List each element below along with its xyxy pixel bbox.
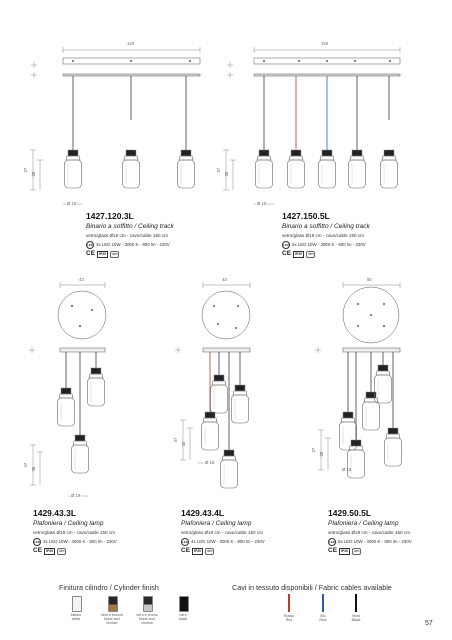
finish-title: Finitura cilindro / Cylinder finish [59, 583, 159, 592]
product-led: LED 4x LED 10W - 3000 K - 900 lm - 230V [182, 538, 265, 544]
dim-icon: dim [207, 549, 213, 553]
product-cert: CE IP20 dim [86, 250, 118, 258]
ip-rating: IP20 [46, 549, 54, 553]
cable-label-0: Rosso Red [283, 614, 295, 623]
height-dim-4b: 30 [181, 441, 187, 447]
product-name: Plafoniera / Ceiling lamp [33, 520, 104, 527]
led-icon: LED [34, 540, 40, 544]
led-icon: LED [283, 243, 289, 247]
led-icon: LED [182, 540, 188, 544]
cables-title: Cavi in tessuto disponibili / Fabric cables available [232, 583, 392, 592]
width-dim-2: 150 [321, 41, 329, 46]
finish-swatch-2 [143, 596, 153, 612]
page-number: 57 [425, 620, 433, 627]
ip-rating: IP20 [194, 549, 202, 553]
product-name: Plafoniera / Ceiling lamp [181, 520, 252, 527]
product-code: 1429.43.3L [33, 508, 77, 518]
diameter-dim-3: Ø 19 [71, 493, 81, 498]
diameter-dim-2: Ø 19 [257, 201, 267, 206]
finish-swatch-1 [108, 596, 118, 612]
height-dim-2b: 30 [224, 171, 230, 177]
dim-icon: dim [59, 549, 65, 553]
finish-label-1: nero e bronzo black and bronze [100, 613, 124, 626]
width-dim-3: 43 [79, 277, 84, 282]
product-led: LED 3x LED 10W - 3000 K - 900 lm - 230V [34, 538, 117, 544]
product-cert: CE IP20 dim [328, 547, 360, 555]
width-dim-5: 50 [367, 277, 372, 282]
product-desc: vetro/glass Ø19 cm - cavo/cable 150 cm [33, 530, 115, 535]
height-dim-1b: 30 [31, 171, 37, 177]
led-icon: LED [87, 243, 93, 247]
finish-label-3: nero black [178, 613, 188, 622]
height-dim-5a: 37 [311, 447, 317, 453]
height-dim-3b: 30 [31, 466, 37, 472]
drawing-1427-120-3l [30, 47, 200, 204]
cable-label-1: Blu Blue [319, 614, 327, 623]
height-dim-5b: 30 [319, 451, 325, 457]
dim-icon: dim [112, 252, 118, 256]
width-dim-4: 43 [222, 277, 227, 282]
dim-icon: dim [308, 252, 314, 256]
product-name: Plafoniera / Ceiling lamp [328, 520, 399, 527]
product-code: 1427.120.3L [86, 211, 134, 221]
finish-label-0: bianco white [70, 613, 82, 622]
cable-swatch-2 [355, 594, 357, 612]
finish-label-2: nero e cromo black and chrome [136, 613, 158, 626]
product-led: LED 5x LED 10W - 3000 K - 900 lm - 230V [329, 538, 412, 544]
height-dim-4a: 37 [173, 437, 179, 443]
product-code: 1429.50.5L [328, 508, 372, 518]
finish-swatch-3 [179, 596, 189, 612]
product-code: 1427.150.5L [282, 211, 330, 221]
product-desc: vetro/glass Ø19 cm - cavo/cable 150 cm [328, 530, 410, 535]
product-name: Binario a soffitto / Ceiling track [282, 223, 370, 230]
product-desc: vetro/glass Ø19 cm - cavo/cable 150 cm [86, 233, 168, 238]
cable-swatch-0 [288, 594, 290, 612]
led-icon: LED [329, 540, 335, 544]
product-desc: vetro/glass Ø19 cm - cavo/cable 150 cm [181, 530, 263, 535]
height-dim-3a: 37 [23, 462, 29, 468]
cable-label-2: Nero Black [351, 614, 361, 623]
diameter-dim-1: Ø 19 [67, 201, 77, 206]
drawing-1429-43-4l [175, 282, 250, 488]
product-led: LED 5x LED 10W - 3000 K - 900 lm - 230V [283, 241, 366, 247]
drawing-1427-150-5l [223, 47, 400, 204]
product-cert: CE IP20 dim [181, 547, 213, 555]
product-cert: CE IP20 dim [282, 250, 314, 258]
dim-icon: dim [354, 549, 360, 553]
drawing-1429-50-5l [315, 282, 402, 478]
ip-rating: IP20 [341, 549, 349, 553]
product-led: LED 3x LED 10W - 3000 K - 900 lm - 230V [87, 241, 170, 247]
diameter-dim-5: Ø 19 [342, 467, 352, 472]
drawing-1429-43-3l [29, 282, 106, 496]
product-cert: CE IP20 dim [33, 547, 65, 555]
height-dim-1a: 37 [23, 167, 29, 173]
width-dim-1: 120 [127, 41, 135, 46]
product-code: 1429.43.4L [181, 508, 225, 518]
diameter-dim-4: Ø 19 [205, 460, 215, 465]
product-desc: vetro/glass Ø19 cm - cavo/cable 150 cm [282, 233, 364, 238]
cable-swatch-1 [322, 594, 324, 612]
finish-swatch-0 [72, 596, 82, 612]
product-name: Binario a soffitto / Ceiling track [86, 223, 174, 230]
height-dim-2a: 37 [216, 167, 222, 173]
ip-rating: IP20 [295, 252, 303, 256]
ip-rating: IP20 [99, 252, 107, 256]
